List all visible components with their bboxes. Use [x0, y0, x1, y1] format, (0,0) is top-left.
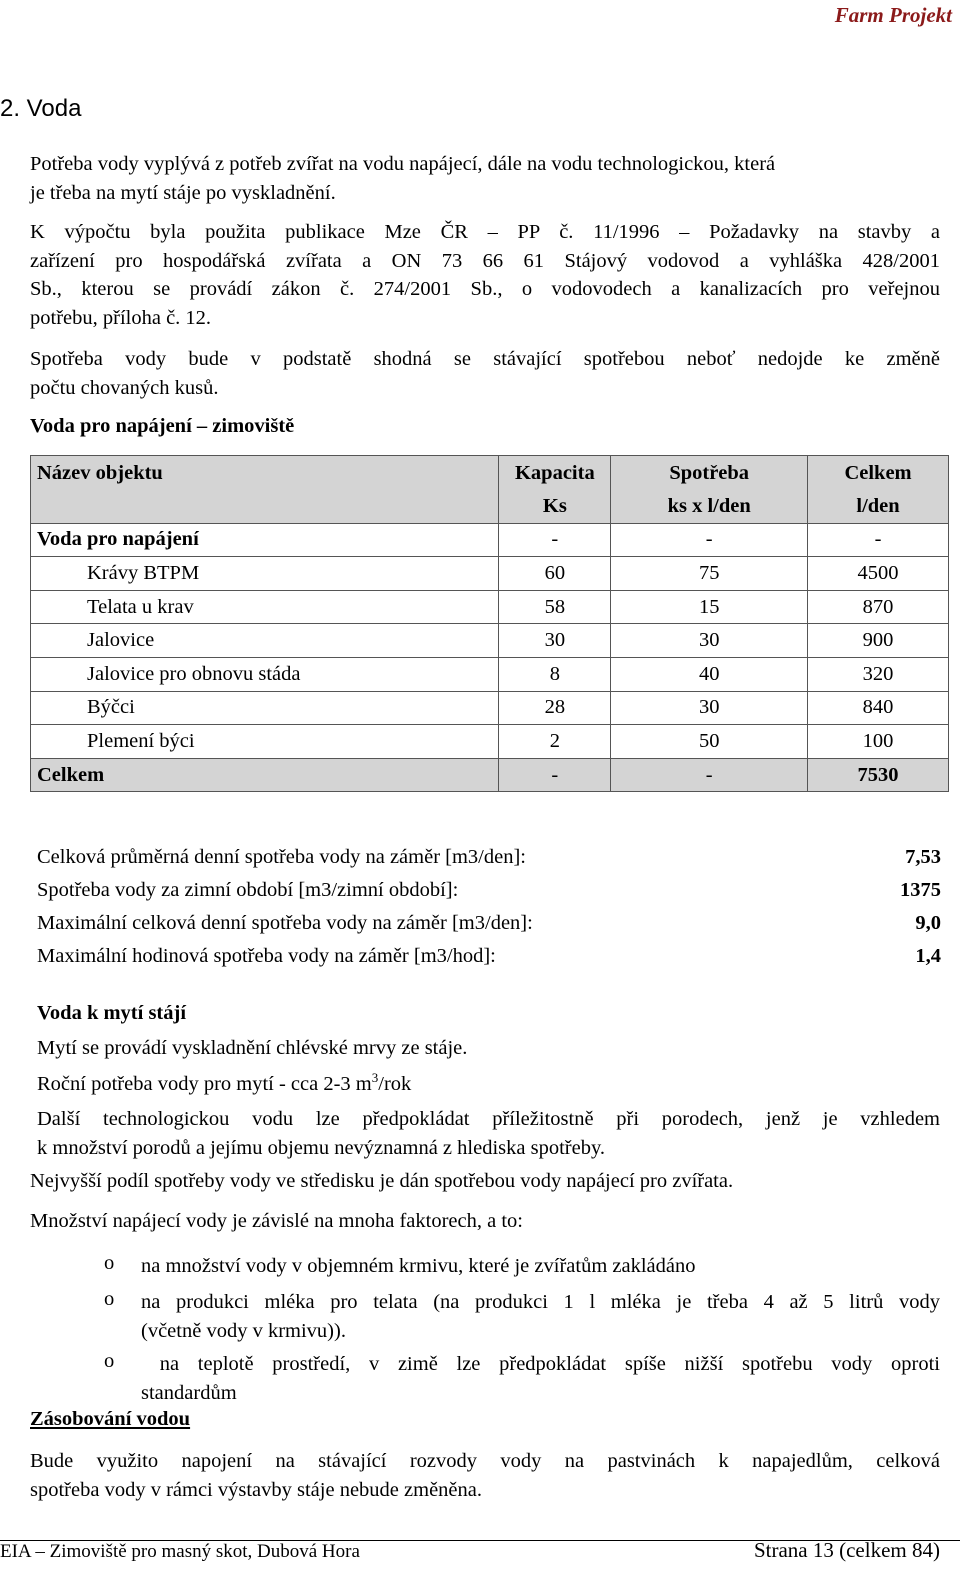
table-cell: - [499, 758, 611, 792]
table-row [31, 691, 949, 725]
summary-row [37, 879, 941, 902]
summary-row [37, 912, 941, 935]
table-cell: Plemení býci [31, 725, 499, 759]
washing-line: Mytí se provádí vyskladnění chlévské mrvy ze stáje. [37, 1037, 468, 1059]
table-cell: - [611, 523, 808, 557]
table-cell: 870 [808, 590, 949, 624]
text-line: je třeba na mytí stáje po vyskladnění. [30, 181, 336, 204]
highest-share-text: Nejvyšší podíl spotřeby vody ve středisku je dán spotřebou vody napájecí pro zvířata. [30, 1170, 734, 1192]
text-line: počtu chovaných kusů. [30, 376, 219, 399]
header-cell: Kapacita [499, 456, 611, 491]
table-cell: 4500 [808, 557, 949, 591]
paragraph-consumption [30, 345, 940, 402]
washing-annual-unit: /rok [378, 1072, 412, 1095]
table-cell: 40 [611, 657, 808, 691]
summary-row [37, 945, 941, 968]
table-total-row [31, 758, 949, 792]
washing-annual-text: Roční potřeba vody pro mytí - cca 2-3 m [37, 1072, 372, 1095]
bullet-item [141, 1288, 940, 1345]
bullet-item [141, 1350, 940, 1407]
table-group-row [31, 523, 949, 557]
table-row [31, 590, 949, 624]
supply-title: Zásobování vodou [30, 1408, 191, 1430]
summary-label: Maximální celková denní spotřeba vody na záměr [m3/den]: [37, 912, 533, 934]
text-line: k množství porodů a jejímu objemu nevýznamná z hlediska spotřeby. [37, 1137, 605, 1159]
factors-intro: Množství napájecí vody je závislé na mnoha faktorech, a to: [30, 1210, 523, 1232]
table-row [31, 657, 949, 691]
table-cell: 8 [499, 657, 611, 691]
section-title: 2. Voda [0, 95, 82, 122]
bullet-marker: o [104, 1350, 115, 1372]
bullet-marker: o [104, 1288, 115, 1310]
table-cell: Býčci [31, 691, 499, 725]
summary-value: 1,4 [915, 945, 941, 967]
table-units-row [31, 490, 949, 523]
table-cell: 2 [499, 725, 611, 759]
text-line: na produkci mléka pro telata (na produkci 1 l mléka je třeba 4 až 5 litrů vody [141, 1291, 940, 1313]
bullet-item: na množství vody v objemném krmivu, které je zvířatům zakládáno [141, 1255, 696, 1277]
table-cell: 7530 [808, 758, 949, 792]
table-cell: 320 [808, 657, 949, 691]
summary-value: 7,53 [905, 846, 941, 868]
text-line: Sb., kterou se provádí zákon č. 274/2001 Sb., o vodovodech a kanalizacích pro veřejnou [30, 278, 940, 300]
table-cell: 30 [611, 691, 808, 725]
summary-label: Celková průměrná denní spotřeba vody na záměr [m3/den]: [37, 846, 526, 868]
summary-label: Maximální hodinová spotřeba vody na záměr [m3/hod]: [37, 945, 496, 967]
table-cell: 840 [808, 691, 949, 725]
table-cell: 900 [808, 624, 949, 658]
table-cell: 60 [499, 557, 611, 591]
text-line: zařízení pro hospodářská zvířata a ON 73 66 61 Stájový vodovod a vyhláška 428/2001 [30, 249, 940, 272]
table-row [31, 624, 949, 658]
washing-paragraph [37, 1105, 940, 1163]
table-cell: Krávy BTPM [31, 557, 499, 591]
table-cell: - [611, 758, 808, 792]
table-cell: 15 [611, 590, 808, 624]
text-line: Potřeba vody vyplývá z potřeb zvířat na vodu napájecí, dále na vodu technologickou, která [30, 153, 776, 175]
units-cell: Ks [499, 490, 611, 523]
units-cell: ks x l/den [611, 490, 808, 523]
header-cell: Celkem [808, 456, 949, 491]
summary-value: 1375 [900, 879, 941, 901]
summary-label: Spotřeba vody za zimní období [m3/zimní období]: [37, 879, 459, 901]
text-line: standardům [141, 1381, 237, 1404]
superscript: 3 [371, 1070, 379, 1085]
text-line: Bude využito napojení na stávající rozvody vody na pastvinách k napajedlům, celková [30, 1450, 940, 1472]
table-row [31, 725, 949, 759]
paragraph-calculation-source [30, 218, 940, 332]
header-cell: Spotřeba [611, 456, 808, 491]
header-cell: Název objektu [31, 456, 499, 491]
water-consumption-table [30, 455, 949, 792]
paragraph-water-needs [30, 150, 940, 207]
text-line: Další technologickou vodu lze předpokládat příležitostně při porodech, jenž je vzhledem [37, 1108, 940, 1130]
text-line: spotřeba vody v rámci výstavby stáje nebude změněna. [30, 1478, 482, 1501]
header-brand: Farm Projekt [834, 3, 952, 27]
table-cell: 100 [808, 725, 949, 759]
text-line: Spotřeba vody bude v podstatě shodná se stávající spotřebou neboť nedojde ke změně [30, 348, 940, 370]
text-line: K výpočtu byla použita publikace Mze ČR – PP č. 11/1996 – Požadavky na stavby a [30, 221, 940, 243]
text-line: (včetně vody v krmivu)). [141, 1319, 346, 1342]
text-line: potřebu, příloha č. 12. [30, 306, 212, 329]
table-cell: - [499, 523, 611, 557]
table-cell: 75 [611, 557, 808, 591]
table-cell: Jalovice [31, 624, 499, 658]
table-cell: Celkem [31, 758, 499, 792]
table-cell: Jalovice pro obnovu stáda [31, 657, 499, 691]
table-title: Voda pro napájení – zimoviště [30, 415, 295, 437]
table-cell: 50 [611, 725, 808, 759]
bullet-marker: o [104, 1252, 115, 1274]
washing-annual [37, 1070, 411, 1096]
table-cell: - [808, 523, 949, 557]
footer-page-number: Strana 13 (celkem 84) [753, 1538, 940, 1562]
summary-row [37, 846, 941, 869]
table-cell: Telata u krav [31, 590, 499, 624]
table-cell: 30 [611, 624, 808, 658]
table-row [31, 557, 949, 591]
units-cell [31, 490, 499, 523]
summary-value: 9,0 [915, 912, 941, 934]
table-header-row [31, 456, 949, 491]
footer-document-title: EIA – Zimoviště pro masný skot, Dubová Hora [0, 1541, 360, 1562]
table-cell: 30 [499, 624, 611, 658]
table-cell: 28 [499, 691, 611, 725]
washing-title: Voda k mytí stájí [37, 1002, 187, 1024]
units-cell: l/den [808, 490, 949, 523]
table-cell: 58 [499, 590, 611, 624]
text-line: na teplotě prostředí, v zimě lze předpokládat spíše nižší spotřebu vody oproti [141, 1353, 940, 1375]
supply-paragraph [30, 1447, 940, 1504]
table-cell: Voda pro napájení [31, 523, 499, 557]
